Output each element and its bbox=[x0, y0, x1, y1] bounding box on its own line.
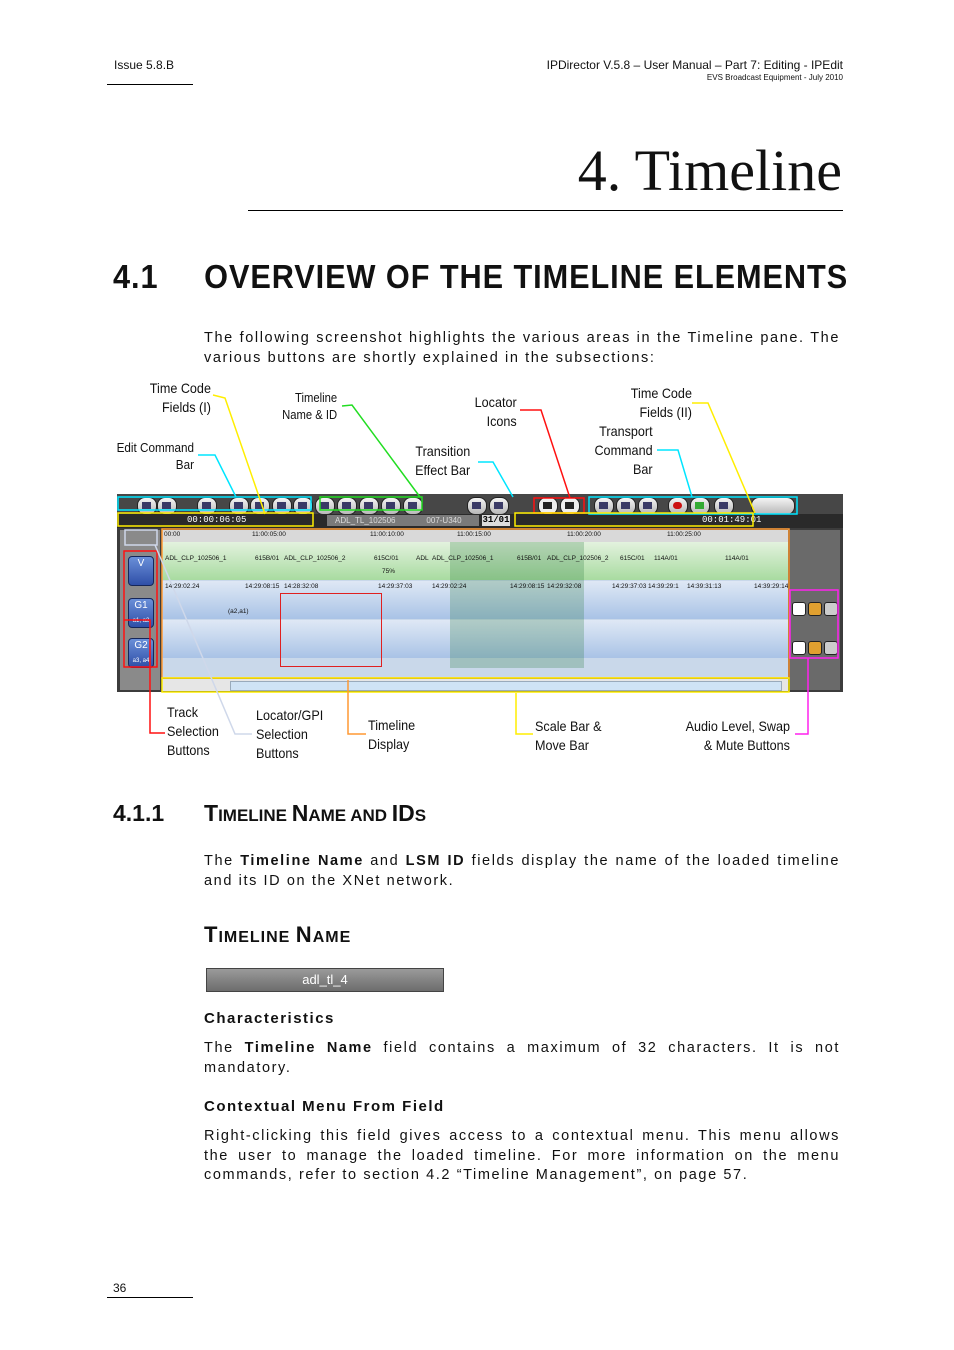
characteristics-paragraph: The Timeline Name field contains a maximum of 32 characters. It is not mandatory. bbox=[204, 1040, 840, 1076]
issue-label: Issue 5.8.B bbox=[114, 58, 175, 72]
callout-time-code-fields-1: Time Code Fields (I) bbox=[149, 380, 211, 415]
callout-timeline-display: Timeline Display bbox=[368, 717, 416, 752]
chapter-title: 4. Timeline bbox=[577, 138, 842, 203]
tc-out-field[interactable]: 00:01:49:01 bbox=[702, 515, 762, 525]
timeline-name-field[interactable]: ADL_TL_102506 bbox=[327, 515, 410, 526]
callout-time-code-fields-2: Time Code Fields (II) bbox=[630, 385, 692, 420]
callout-audio-level: Audio Level, Swap & Mute Buttons bbox=[685, 718, 790, 753]
section-intro: The following screenshot highlights the various areas in the Timeline pane. The various buttons are shortly explained in the subsections: bbox=[204, 330, 840, 366]
characteristics-heading: Characteristics bbox=[204, 1010, 335, 1027]
subsection-paragraph: The Timeline Name and LSM ID fields display the name of the loaded timeline and its ID on the XNet network. bbox=[204, 853, 840, 889]
subsection-number: 4.1.1 bbox=[113, 800, 165, 826]
track-button-g2[interactable]: G2 a3, a4 bbox=[128, 638, 154, 668]
subsection-heading: 4.1.1 TIMELINE NAME AND IDS bbox=[113, 800, 427, 826]
timeline-name-field-example[interactable]: adl_tl_4 bbox=[206, 968, 444, 992]
callout-scale-bar: Scale Bar & Move Bar bbox=[535, 718, 602, 753]
section-number: 4.1 bbox=[113, 258, 159, 295]
tc-in-field[interactable]: 00:00:06:05 bbox=[187, 515, 247, 525]
section-title: OVERVIEW OF THE TIMELINE ELEMENTS bbox=[204, 258, 849, 295]
contextual-menu-heading: Contextual Menu From Field bbox=[204, 1098, 445, 1115]
callout-transport-command-bar: Transport Command Bar bbox=[594, 423, 653, 477]
callout-locator-gpi: Locator/GPI Selection Buttons bbox=[256, 707, 324, 761]
lsm-id-field[interactable]: 007-U340 bbox=[409, 515, 479, 526]
footer-rule bbox=[107, 1297, 193, 1298]
callout-timeline-name-id: Timeline Name & ID bbox=[281, 391, 337, 422]
scale-bar[interactable]: 00:00 11:00:05:00 11:00:10:00 11:00:15:00 11:00:20:00 11:00:25:00 bbox=[162, 530, 788, 542]
manual-title: IPDirector V.5.8 – User Manual – Part 7: Editing - IPEdit bbox=[546, 58, 843, 72]
callout-edit-command-bar: Edit Command Bar bbox=[116, 440, 194, 472]
callout-track-selection: Track Selection Buttons bbox=[167, 704, 219, 758]
manual-subtitle: EVS Broadcast Equipment - July 2010 bbox=[706, 73, 843, 82]
contextual-menu-paragraph: Right-clicking this field gives access to a contextual menu. This menu allows the user to manage the loaded timeline. For more information on the menu commands, refer to section 4.2 “Timeline Management”, on page 57. bbox=[204, 1128, 840, 1183]
track-button-g1[interactable]: G1 a1, a2 bbox=[128, 598, 154, 628]
track-button-v[interactable]: V bbox=[128, 556, 154, 586]
page-number: 36 bbox=[113, 1281, 127, 1295]
timeline-name-heading: TIMELINE NAME bbox=[204, 922, 352, 947]
callout-locator-icons: Locator Icons bbox=[474, 394, 517, 429]
page-field: 31/01 bbox=[482, 515, 510, 525]
timeline-display[interactable]: ADL_CLP_102506_1 615B/01 ADL_CLP_102506_2 615C/01 ADL ADL_CLP_102506_1 615B/01 ADL_CLP_102506_2 615C/01 114A/01 114A/01 75% (a2,a1) 14:29:02.24 14:29:08:15 14:28:32:08 14:29:37:03 14:29:02:24 14:29:08:15 14:29:32:08 14:29:37:03 14:39:29:1 14:39:31:13 14:39:29:14 bbox=[162, 530, 788, 678]
callout-transition-effect-bar: Transition Effect Bar bbox=[414, 443, 470, 478]
